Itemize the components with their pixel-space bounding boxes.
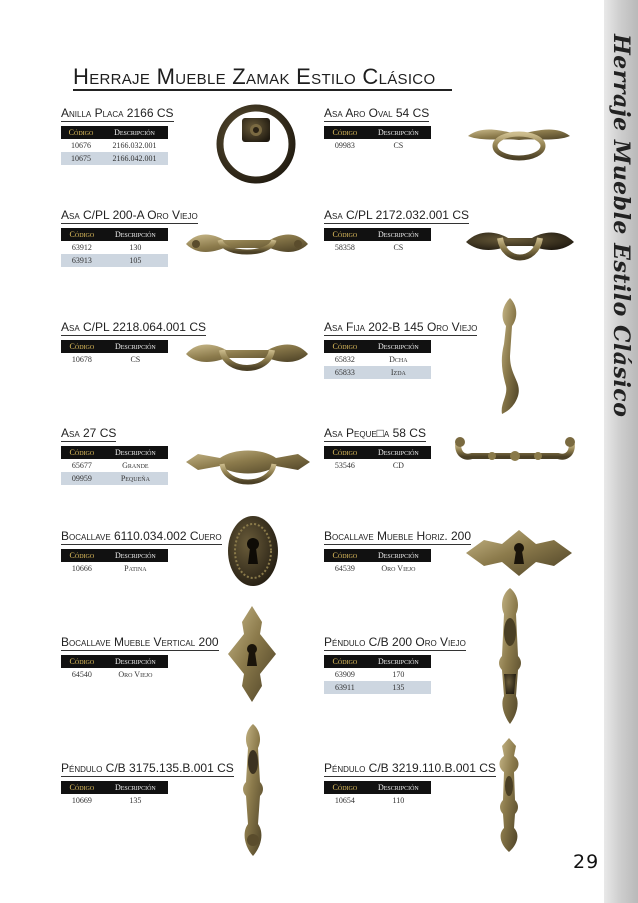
- col-code: Código: [324, 655, 366, 668]
- table-row: 10676 2166.032.001: [71, 141, 157, 150]
- spec-table: [324, 781, 431, 807]
- product-anilla-placa: [61, 104, 174, 165]
- product-title: Bocallave Mueble Horiz. 200: [324, 529, 472, 543]
- col-desc: Descripción: [103, 340, 168, 353]
- spec-table: [61, 446, 168, 485]
- pendulum-pull-icon: [238, 722, 268, 858]
- side-bar: [604, 0, 638, 903]
- col-code: Código: [61, 446, 103, 459]
- col-code: Código: [324, 126, 366, 139]
- col-desc: Descripción: [366, 549, 431, 562]
- table-row: 09983 CS: [334, 141, 404, 150]
- spec-table: [61, 340, 168, 366]
- bail-handle-icon: [464, 222, 576, 268]
- product-bocallave-vertical-200: [61, 633, 219, 681]
- keyhole-escutcheon-icon: [226, 514, 280, 588]
- spec-table: [324, 549, 431, 575]
- col-desc: Descripción: [366, 340, 431, 353]
- product-pendulo-3219: [324, 759, 496, 807]
- bar-handle-icon: [452, 434, 578, 468]
- fixed-handle-icon: [492, 296, 528, 416]
- table-row: 65677 Grande: [71, 461, 149, 470]
- col-code: Código: [61, 228, 103, 241]
- col-code: Código: [61, 549, 103, 562]
- product-title: Bocallave 6110.034.002 Cuero: [61, 529, 222, 543]
- product-title: Anilla Placa 2166 CS: [61, 106, 174, 120]
- table-row: 63912 130: [71, 243, 142, 252]
- product-title: Asa C/PL 2218.064.001 CS: [61, 320, 206, 334]
- col-desc: Descripción: [103, 781, 168, 794]
- col-code: Código: [61, 655, 103, 668]
- spec-table: [61, 126, 168, 165]
- col-code: Código: [61, 781, 103, 794]
- ring-pull-icon: [216, 104, 296, 184]
- product-asa-pequena-58: [324, 424, 431, 472]
- side-title: Herraje Mueble Estilo Clásico: [608, 34, 634, 418]
- spec-table: [61, 228, 168, 267]
- col-code: Código: [324, 340, 366, 353]
- table-row: 65833 Izda: [324, 366, 431, 379]
- product-title: Péndulo C/B 3219.110.B.001 CS: [324, 761, 496, 775]
- table-row: 63911 135: [324, 681, 431, 694]
- bail-handle-icon: [184, 332, 310, 378]
- product-pendulo-3175: [61, 759, 234, 807]
- product-bocallave-6110: [61, 527, 222, 575]
- product-asa-cpl-2172: [324, 206, 469, 254]
- table-row: 10675 2166.042.001: [61, 152, 168, 165]
- page-title: Herraje Mueble Zamak Estilo Clásico: [73, 64, 436, 89]
- spec-table: [324, 446, 431, 472]
- product-title: Péndulo C/B 200 Oro Viejo: [324, 635, 466, 649]
- col-desc: Descripción: [366, 781, 431, 794]
- col-code: Código: [324, 781, 366, 794]
- table-row: 09959 Pequeña: [61, 472, 168, 485]
- col-desc: Descripción: [103, 446, 168, 459]
- product-asa-aro-oval: [324, 104, 431, 152]
- table-row: 58358 CS: [334, 243, 404, 252]
- table-row: 64540 Oro Viejo: [71, 670, 153, 679]
- title-underline: [73, 89, 452, 91]
- product-pendulo-200: [324, 633, 466, 694]
- col-desc: Descripción: [366, 228, 431, 241]
- table-row: 10669 135: [71, 796, 142, 805]
- col-code: Código: [324, 228, 366, 241]
- keyhole-escutcheon-icon: [226, 604, 278, 704]
- product-title: Asa Fija 202-B 145 Oro Viejo: [324, 320, 478, 334]
- col-desc: Descripción: [366, 446, 431, 459]
- pendulum-pull-icon: [494, 586, 526, 726]
- spec-table: [324, 655, 431, 694]
- col-desc: Descripción: [103, 549, 168, 562]
- product-title: Bocallave Mueble Vertical 200: [61, 635, 219, 649]
- col-desc: Descripción: [103, 228, 168, 241]
- spec-table: [61, 655, 168, 681]
- product-title: Asa Aro Oval 54 CS: [324, 106, 430, 120]
- product-title: Asa Peque□a 58 CS: [324, 426, 426, 440]
- col-desc: Descripción: [103, 655, 168, 668]
- pendulum-pull-icon: [494, 736, 524, 854]
- spec-table: [61, 549, 168, 575]
- product-asa-fija-202b: [324, 318, 477, 379]
- table-row: 63913 105: [61, 254, 168, 267]
- product-title: Péndulo C/B 3175.135.B.001 CS: [61, 761, 234, 775]
- col-code: Código: [61, 340, 103, 353]
- spec-table: [324, 228, 431, 254]
- keyhole-escutcheon-icon: [464, 528, 574, 578]
- col-desc: Descripción: [101, 126, 168, 139]
- oval-handle-icon: [464, 122, 574, 162]
- bail-handle-icon: [184, 440, 312, 490]
- bail-handle-icon: [184, 226, 310, 262]
- table-row: 64539 Oro Viejo: [334, 564, 416, 573]
- table-row: 65832 Dcha: [334, 355, 408, 364]
- product-title: Asa C/PL 200-A Oro Viejo: [61, 208, 198, 222]
- spec-table: [324, 126, 431, 152]
- spec-table: [61, 781, 168, 807]
- spec-table: [324, 340, 431, 379]
- col-code: Código: [324, 446, 366, 459]
- col-desc: Descripción: [366, 126, 431, 139]
- table-row: 53546 CD: [334, 461, 404, 470]
- product-bocallave-horiz-200: [324, 527, 471, 575]
- product-title: Asa 27 CS: [61, 426, 117, 440]
- col-desc: Descripción: [366, 655, 431, 668]
- product-asa-cpl-200a: [61, 206, 198, 267]
- product-asa-27: [61, 424, 168, 485]
- table-row: 63909 170: [334, 670, 405, 679]
- col-code: Código: [61, 126, 101, 139]
- table-row: 10666 Patina: [71, 564, 147, 573]
- page-number: 29: [573, 851, 600, 873]
- table-row: 10654 110: [334, 796, 405, 805]
- product-title: Asa C/PL 2172.032.001 CS: [324, 208, 469, 222]
- table-row: 10678 CS: [71, 355, 141, 364]
- col-code: Código: [324, 549, 366, 562]
